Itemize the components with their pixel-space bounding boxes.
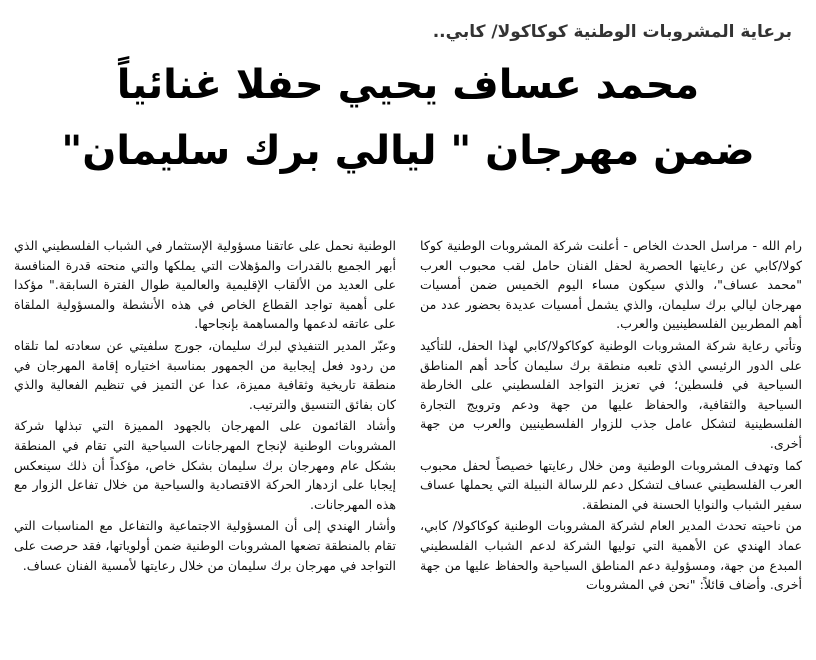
article-headline: [18, 56, 798, 180]
paragraph: وأشار الهندي إلى أن المسؤولية الاجتماعية والتفاعل مع المناسبات التي تقام بالمنطقة تضعها المشروبات الوطنية ضمن أولوياتها، فقد حرصت على التواجد في مهرجان برك سليمان من خلال رعايتها لأمسية الفنان عساف.: [14, 518, 396, 573]
headline-line-2: ضمن مهرجان " ليالي برك سليمان": [61, 128, 755, 174]
article-body: [14, 236, 802, 660]
right-column: [420, 236, 802, 660]
paragraph: وتأتي رعاية شركة المشروبات الوطنية كوكاكولا/كابي لهذا الحفل، للتأكيد على الدور الرئيسي الذي تلعبه منطقة برك سليمان كأحد أهم المناطق السياحية في فلسطين؛ في تعزيز التواجد الفلسطيني على الخارطة السياحية والثقافية، والحفاظ عليها من جهة ودعم وترويج التجارة الفلسطينية لتشكل عامل جذب للزوار الفلسطينيين والعرب من جهة أخرى.: [420, 337, 802, 451]
left-column: [14, 236, 396, 660]
paragraph: وأشاد القائمون على المهرجان بالجهود المميزة التي تبذلها شركة المشروبات الوطنية لإنجاح المهرجانات السياحية التي تقام في المنطقة بشكل عام ومهرجان برك سليمان بشكل خاص، مؤكداً أن ذلك سينعكس إيجابا على ازدهار الحركة الاقتصادية والسياحية من خلال تفاعل الزوار مع هذه المهرجانات.: [14, 418, 396, 512]
paragraph: من ناحيته تحدث المدير العام لشركة المشروبات الوطنية كوكاكولا/ كابي، عماد الهندي عن الأهمية التي توليها الشركة لدعم الشباب الفلسطيني المبدع من جهة، ومسؤولية دعم المناطق السياحية والحفاظ عليها من جهة أخرى. وأضاف قائلاً: "نحن في المشروبات: [420, 518, 802, 593]
article-kicker: برعاية المشروبات الوطنية كوكاكولا/ كابي..: [432, 22, 792, 42]
headline-line-1: محمد عساف يحيي حفلا غنائياً: [116, 62, 700, 108]
paragraph: وعبّر المدير التنفيذي لبرك سليمان، جورج سلفيتي عن سعادته لما تلقاه من ردود فعل إيجابية من الجمهور بمناسبة اختياره إقامة المهرجان في منطقة تاريخية وثقافية مميزة، عدا عن التميز في تنظيم الفعالية والذي كان بفائق التنسيق والترتيب.: [14, 337, 396, 412]
paragraph: رام الله - مراسل الحدث الخاص - أعلنت شركة المشروبات الوطنية كوكا كولا/كابي عن رعايتها الحصرية لحفل الفنان حامل لقب محبوب العرب "محمد عساف"، والذي سيكون مساء اليوم الخميس ضمن أمسيات مهرجان ليالي برك سليمان، والذي يشمل أمسيات عديدة بحضور عدد من أهم المطربين الفلسطينيين والعرب.: [420, 238, 802, 332]
paragraph: الوطنية نحمل على عاتقنا مسؤولية الإستثمار في الشباب الفلسطيني الذي أبهر الجميع بالقدرات والمؤهلات التي يملكها والتي منحته قدرة المنافسة على العديد من الألقاب الإقليمية والعالمية طوال الفترة السابقة." مؤكدا على أهمية تواجد القطاع الخاص في هذه الأنشطة والمسؤولية الملقاة على عاتقه لدعمها والمساهمة بإنجاحها.: [14, 238, 396, 332]
paragraph: كما وتهدف المشروبات الوطنية ومن خلال رعايتها خصيصاً لحفل محبوب العرب الفلسطيني عساف لتشكل دعم للرسالة النبيلة التي يحملها عساف سفير الشباب والنوايا الحسنة في المنطقة.: [420, 457, 802, 512]
